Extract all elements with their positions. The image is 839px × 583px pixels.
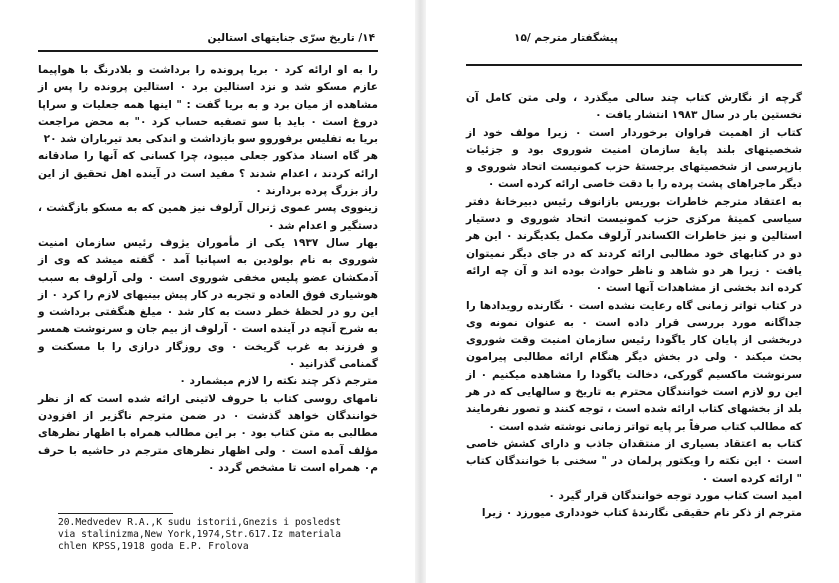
paragraph: در کتاب تواتر زمانی گاه رعایت نشده است ٠ نگارنده رویدادها را جداگانه مورد بررسی قرار داده است ٠ به عنوان نمونه وی دربخشی از پایان کار یاگودا رئیس سازمان امنیت وقت شوروی بحث میکند ٠ ولی در بخش دیگر هنگام ارائه مطالبی پیرامون سرنوشت ماکسیم گورکی، دخالت یاگودا را مشاهده میکنیم ٠ از این رو لازم است خوانندگان محترم به تاریخ و سالهایی که در هر بلد از بخشهای کتاب ارائه شده است ، توجه کنند و تصور نفرمایند که مطالب کتاب صرفاً بر پایه تواتر زمانی نوشته شده است ٠ — [466, 299, 803, 433]
paragraph: به اعتقاد مترجم خاطرات بوریس بازانوف رئیس دبیرخانهٔ دفتر سیاسی کمیتهٔ مرکزی حزب کمونیست اتحاد شوروی و دستیار استالین و نیز خاطرات الکساندر آرلوف مکمل یکدیگرند ٠ این هر دو در کتابهای خود مطالبی ارائه کردند که در جای دیگر نمیتوان یافت ٠ زیرا هر دو شاهد و ناظر حوادث بوده اند و آن چه ارائه کرده اند بخشی از مشاهدات آنها است ٠ — [466, 195, 802, 295]
header-rule — [38, 50, 378, 52]
paragraph: گرچه از نگارش کتاب چند سالی میگذرد ، ولی متن کامل آن نخستین بار در سال ١٩٨٣ انتشار یافت ٠ — [466, 92, 802, 122]
footnote-rule — [58, 513, 173, 514]
header-rule — [466, 64, 802, 66]
running-header: پیشگفتار مترجم /۱۵ — [514, 32, 618, 44]
paragraph: کتاب به اعتقاد بسیاری از منتقدان جاذب و دارای کشش خاصی است ٠ این نکته را ویکتور پرلمان در " سخنی با خوانندگان کتاب " ارائه کرده است ٠ — [466, 437, 803, 485]
left-book-page — [0, 0, 415, 583]
paragraph: نامهای روسی کتاب با حروف لاتینی ارائه شده است که از نظر خوانندگان خواهد گذشت ٠ در ضمن مترجم ناگزیر از افزودن مطالبی به متن کتاب بود ٠ بر این مطالب همراه با اظهار نظرهای مؤلف آمده است ٠ ولی اظهار نظرهای مترجم در حاشیه با حرف م٠ همراه است تا مشخص گردد ٠ — [38, 392, 379, 474]
paragraph: بهار سال ١٩٣٧ یکی از مأموران یژوف رئیس سازمان امنیت شوروی به نام بولودین به اسپانیا آمد ٠ گفته میشد که وی از آدمکشان عضو پلیس مخفی شوروی است ٠ ولی آرلوف به سبب هوشیاری فوق العاده و تجربه در کار پیش بینیهای لازم را کرد ٠ از این رو در لحظهٔ خطر دست به کار شد ٠ میلغ هنگفتی برداشت و به شرح آنچه در آینده است ٠ آرلوف از بیم جان و سرنوشت همسر و فرزند به غرب گریخت ٠ وی روزگار درازی را با مسکنت و گمنامی گذرانید ٠ — [38, 236, 379, 371]
body-text — [466, 90, 802, 522]
running-header: ۱۴/ تاریخ سرّی جنایتهای استالین — [207, 32, 375, 44]
footnote: 20.Medvedev R.A.,K sudu istorii,Gnezis i posledst via stalinizma,New York,1974,Str.617.Iz materiala chlen KPSS,1918 goda E.P. Frolova — [58, 517, 342, 553]
body-text — [38, 62, 378, 477]
paragraph: مترجم ذکر چند نکته را لازم میشمارد ٠ — [179, 375, 378, 388]
paragraph: هر گاه اسناد مذکور جعلی میبود، چرا کسانی که آنها را صادقانه ارائه کردند ، اعدام شدند ؟ مفید است در آینده اهل تحقیق از این راز بزرگ پرده بردارند ٠ — [38, 150, 378, 198]
paragraph: زینووی پسر عموی ژنرال آرلوف نیز همین که به مسکو بازگشت ، دستگیر و اعدام شد ٠ — [38, 202, 378, 232]
right-book-page — [426, 0, 839, 583]
paragraph: امید است کتاب مورد توجه خوانندگان قرار گیرد ٠ — [548, 489, 802, 502]
paragraph: را به او ارائه کرد ٠ بریا پرونده را برداشت و بلادرنگ با هواپیما عازم مسکو شد و نزد استالین برد ٠ استالین پرونده را پس از مشاهده از میان برد و به بریا گفت : " اینها همه جعلیات و سراپا دروغ است ٠ باید با سو تصفیه حساب کرد ٠" به محض مراجعت بریا به تفلیس برفوروو سو بازداشت و اندکی بعد تیرباران شد ٢٠ — [38, 64, 378, 146]
paragraph: کتاب از اهمیت فراوان برخوردار است ٠ زیرا مولف خود از شخصیتهای بلند پایهٔ سازمان امنیت شوروی بود و جزئیات بازپرسی از شخصیتهای برجستهٔ حزب کمونیست اتحاد شوروی و دیگر ماجراهای پشت پرده را با دقت خاصی ارائه کرده است ٠ — [466, 126, 803, 191]
book-gutter — [415, 0, 426, 583]
paragraph: مترجم از ذکر نام حقیقی نگارندهٔ کتاب خودداری میورزد ٠ زیرا — [481, 507, 802, 520]
